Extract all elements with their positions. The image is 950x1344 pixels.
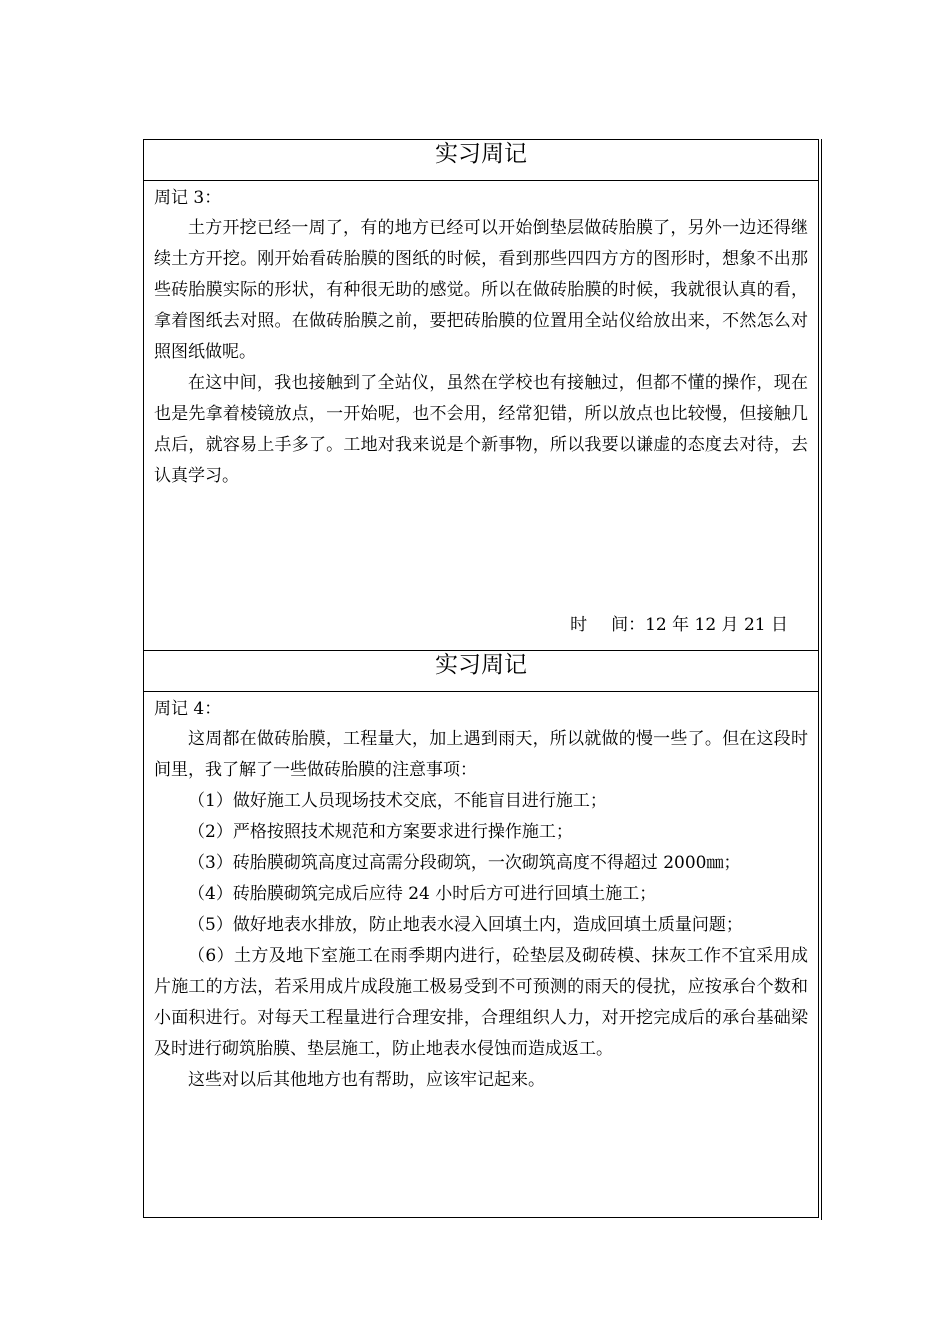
list-item: （1）做好施工人员现场技术交底，不能盲目进行施工； — [188, 791, 607, 811]
closing-paragraph: 这些对以后其他地方也有帮助，应该牢记起来。 — [188, 1070, 545, 1090]
weekly-journal-3 — [144, 140, 818, 650]
weekly-journal-4 — [144, 650, 818, 1218]
intro-paragraph: 这周都在做砖胎膜，工程量大，加上遇到雨天，所以就做的慢一些了。但在这段时间里，我了解了一些做砖胎膜的注意事项： — [154, 729, 808, 780]
journal-label: 周记 3： — [154, 188, 222, 208]
list-item: （5）做好地表水排放，防止地表水浸入回填土内，造成回填土质量问题； — [188, 915, 743, 935]
paragraph: 在这中间，我也接触到了全站仪，虽然在学校也有接触过，但都不懂的操作，现在也是先拿着棱镜放点，一开始呢，也不会用，经常犯错，所以放点也比较慢，但接触几点后，就容易上手多了。工地对我来说是个新事物，所以我要以谦虚的态度去对待，去认真学习。 — [154, 373, 808, 486]
section-title: 实习周记 — [144, 651, 818, 692]
date-value: 12 年 12 月 21 日 — [645, 615, 788, 635]
section-body — [144, 692, 818, 1096]
list-item-long: （6）土方及地下室施工在雨季期内进行，砼垫层及砌砖模、抹灰工作不宜采用成片施工的方法，若采用成片成段施工极易受到不可预测的雨天的侵扰，应按承台个数和小面积进行。对每天工程量进行合理安排，合理组织人力，对开挖完成后的承台基础梁及时进行砌筑胎膜、垫层施工，防止地表水侵蚀而造成返工。 — [154, 946, 808, 1059]
date-label-2: 间： — [611, 615, 646, 635]
paragraph: 土方开挖已经一周了，有的地方已经可以开始倒垫层做砖胎膜了，另外一边还得继续土方开挖。刚开始看砖胎膜的图纸的时候，看到那些四四方方的图形时，想象不出那些砖胎膜实际的形状，有种很无助的感觉。所以在做砖胎膜的时候，我就很认真的看，拿着图纸去对照。在做砖胎膜之前，要把砖胎膜的位置用全站仪给放出来，不然怎么对照图纸做呢。 — [154, 218, 808, 362]
list-item: （2）严格按照技术规范和方案要求进行操作施工； — [188, 822, 573, 842]
list-item: （3）砖胎膜砌筑高度过高需分段砌筑，一次砌筑高度不得超过 2000㎜； — [188, 853, 741, 873]
journal-label: 周记 4： — [154, 699, 222, 719]
section-body — [144, 181, 818, 492]
table-right-border — [821, 139, 822, 1220]
date-label-1: 时 — [570, 615, 588, 635]
section-title: 实习周记 — [144, 140, 818, 181]
date-line — [570, 612, 788, 638]
journal-table — [143, 139, 819, 1218]
list-item: （4）砖胎膜砌筑完成后应待 24 小时后方可进行回填土施工； — [188, 884, 657, 904]
